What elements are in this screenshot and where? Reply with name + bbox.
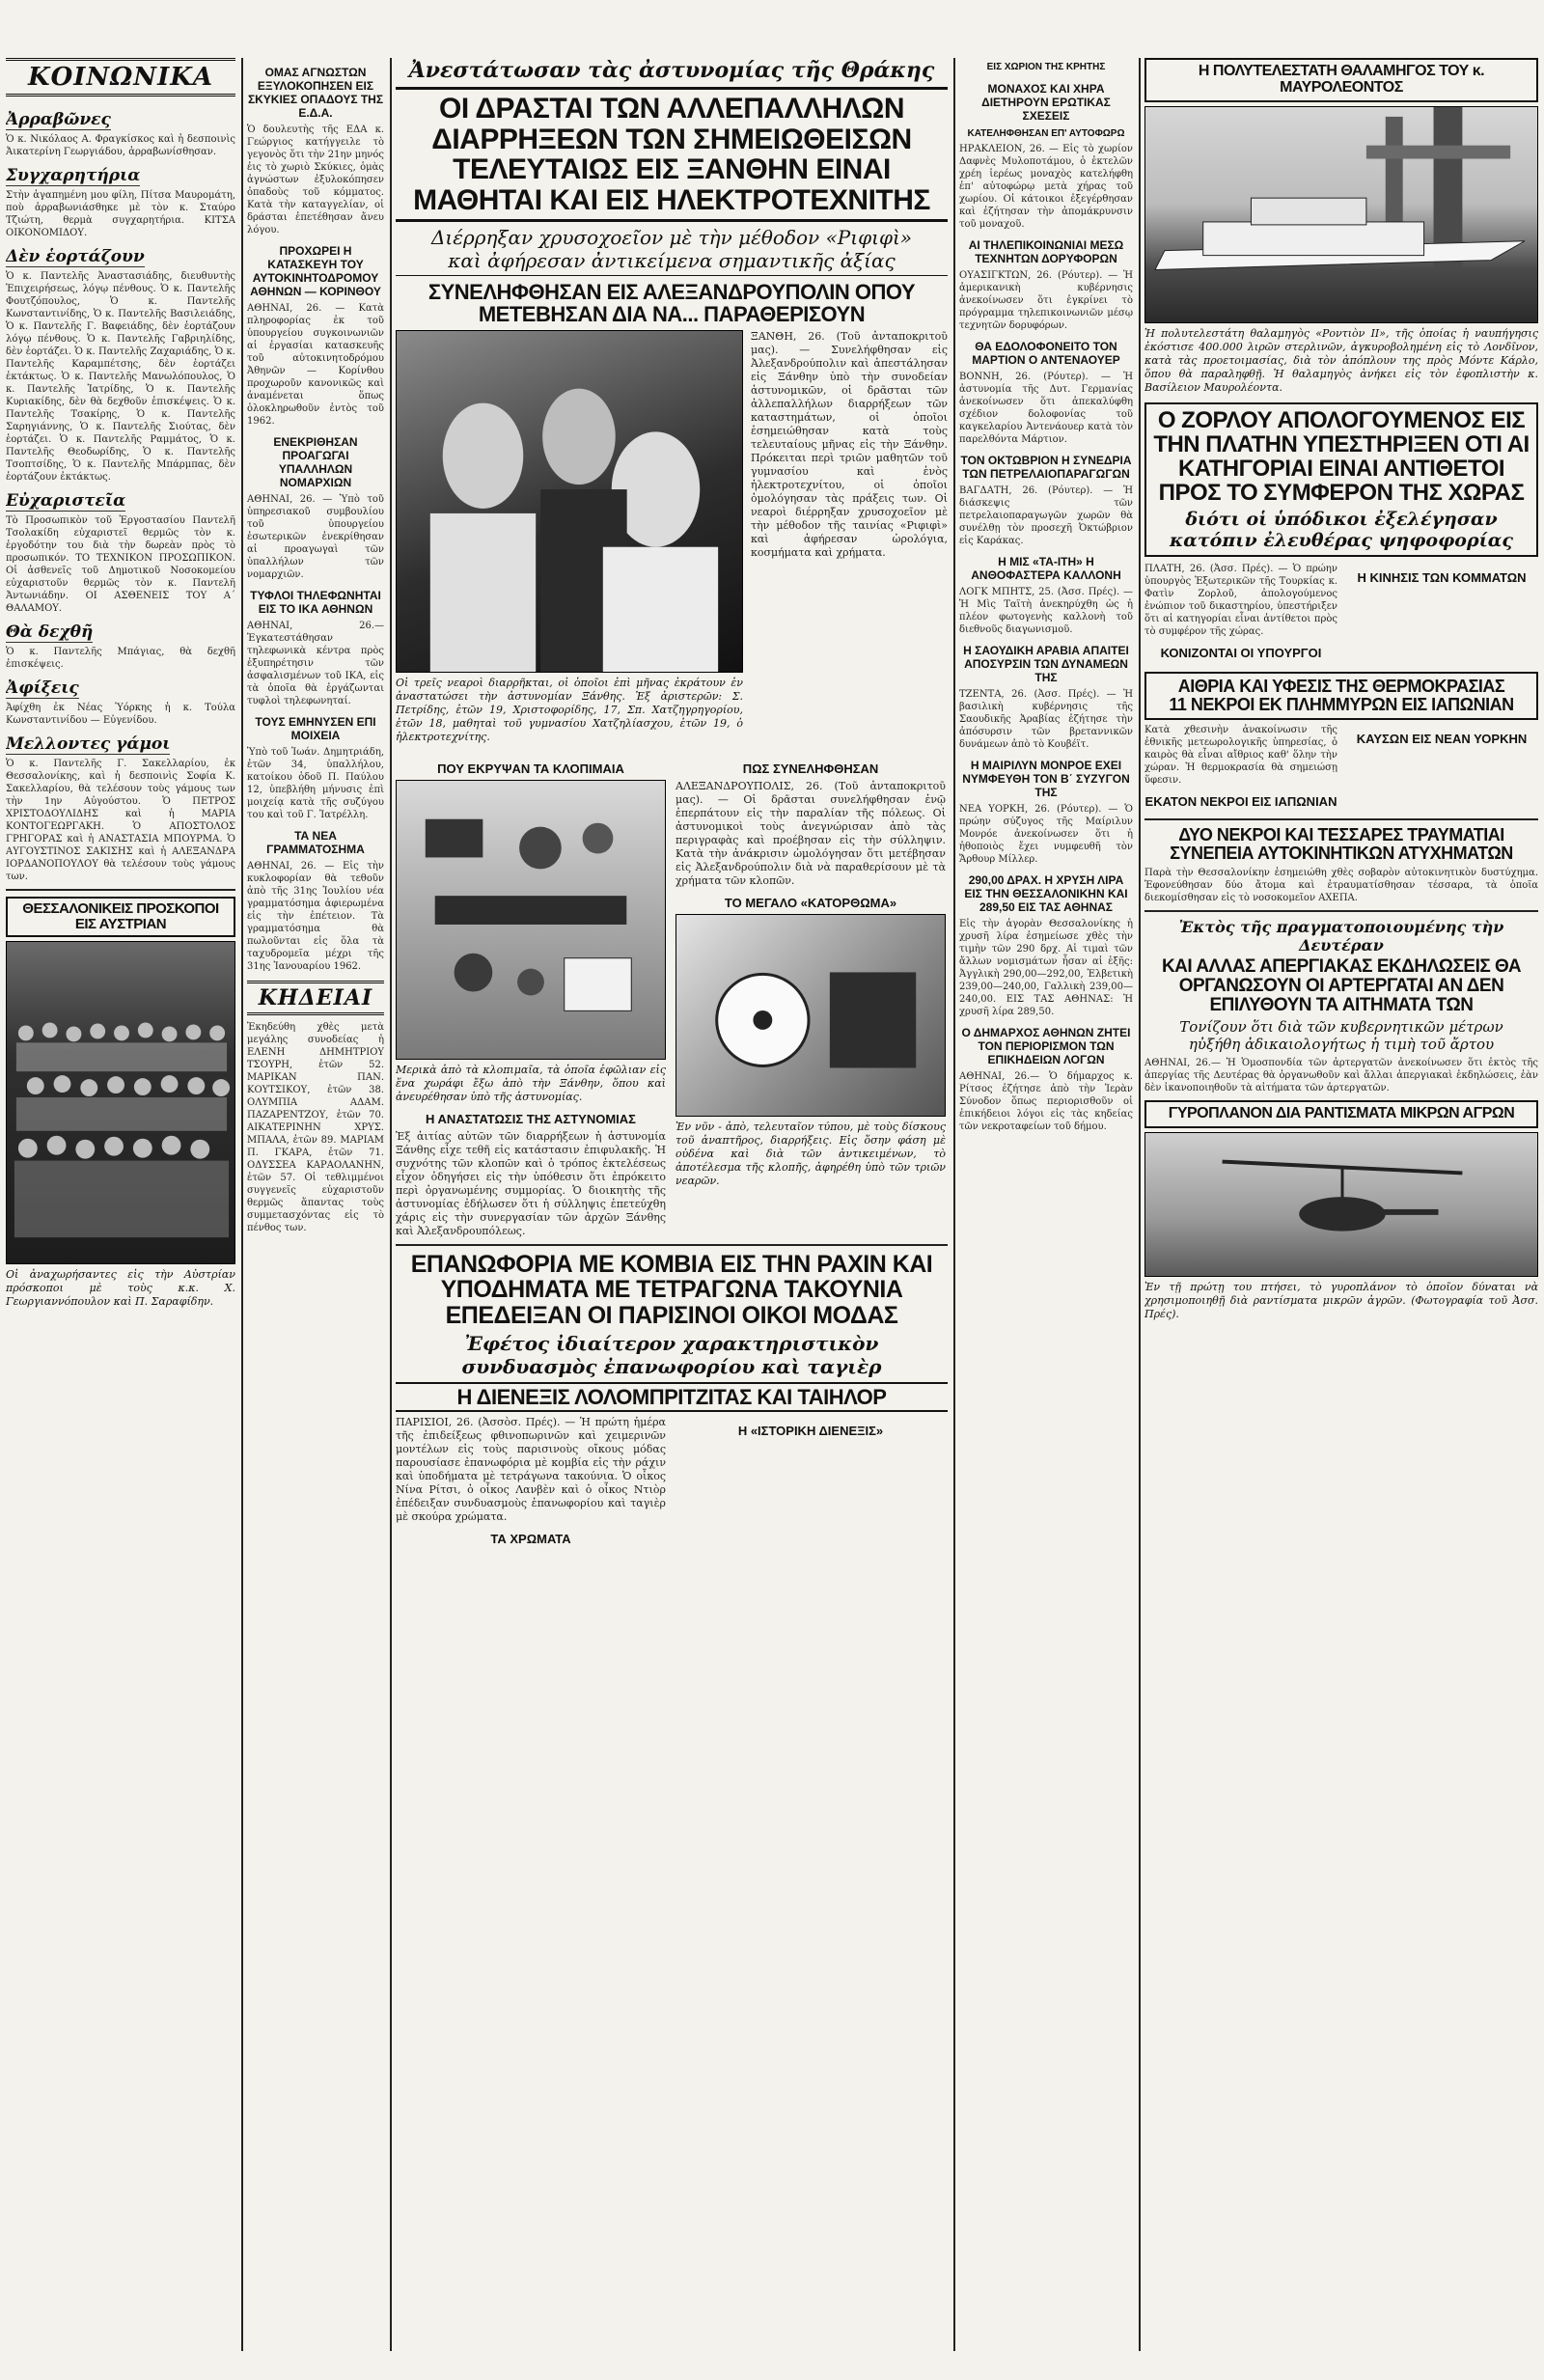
main-sub2: καὶ ἀφήρεσαν ἀντικείμενα σημαντικῆς ἀξίας — [396, 249, 948, 276]
weather-text: Κατὰ χθεσινὴν ἀνακοίνωσιν τῆς ἐθνικῆς μετεωρολογικῆς ὑπηρεσίας, ὁ καιρὸς θὰ εἶναι αἴθριος καθ' ὅλην τὴν χώραν. Ἡ θερμοκρασία θὰ σημειώσῃ ὕφεσιν. — [1144, 725, 1337, 787]
weather-box — [1144, 672, 1538, 720]
social-section-text: Ὁ κ. Παντελῆς Γ. Σακελλαρίου, ἐκ Θεσσαλονίκης, καὶ ἡ δεσποινὶς Σοφία Κ. Σακελλαρίου, θὰ τελέσουν τοὺς γάμους των τὴν 1ην Αὐγούστου. Ὁ ΠΕΤΡΟΣ ΧΡΙΣΤΟΔΟΥΛΙΔΗΣ καὶ ἡ ΜΑΡΙΑ ΚΟΝΤΟΓΕΩΡΓΑΚΗ. Ὁ ΑΠΟΣΤΟΛΟΣ ΓΡΗΓΟΡΑΣ καὶ ἡ ΑΝΑΣΤΑΣΙΑ ΜΠΟΥΡΜΑ. Ὁ ΑΥΓΟΥΣΤΙΝΟΣ ΣΑΚΙΣΗΣ καὶ ἡ ΑΛΕΞΑΝΔΡΑ ΙΟΡΔΑΝΟΠΟΥΛΟΥ θὰ τελέσουν τοὺς γάμους των. — [6, 759, 235, 882]
scouts-caption: Οἱ ἀναχωρήσαντες εἰς τὴν Αὐστρίαν πρόσκοποι μὲ τοὺς κ.κ. Χ. Γεωργιαννόπουλον καὶ Π. Σαραφίδην. — [6, 1267, 235, 1308]
news-text: ΟΥΑΣΙΓΚΤΩΝ, 26. (Ρόυτερ). — Ἡ ἀμερικανικὴ κυβέρνησις ἀνεκοίνωσεν ὅτι ἐγκρίνει τὸ πρόγραμμα τηλεπικοινωνιῶν μέσῳ τεχνητῶν δορυφόρων. — [959, 270, 1133, 331]
social-section-text: Ὁ κ. Παντελῆς Μπάγιας, θὰ δεχθῆ ἐπισκέψεις. — [6, 647, 235, 670]
news-headline: Η ΜΙΣ «ΤΑ-ΙΤΗ» Η ΑΝΘΟΦΑΣΤΕΡΑ ΚΑΛΛΟΝΗ — [971, 555, 1121, 582]
news-text: ΤΖΕΝΤΑ, 26. (Ἀσσ. Πρές). — Ἡ βασιλικὴ κυβέρνησις τῆς Σαουδικῆς Ἀραβίας ἐζήτησε τὴν ἀπόσυρσιν τῶν βρεταννικῶν δυνάμεων ἀπὸ τὸ Κουβέϊτ. — [959, 689, 1133, 750]
equipment-items — [676, 915, 945, 1116]
sub-ministers: ΚΟΝΙΖΟΝΤΑΙ ΟΙ ΥΠΟΥΡΓΟΙ — [1160, 646, 1322, 661]
main-bar-headline: ΣΥΝΕΛΗΦΘΗΣΑΝ ΕΙΣ ΑΛΕΞΑΝΔΡΟΥΠΟΛΙΝ ΟΠΟΥ ΜΕΤΕΒΗΣΑΝ ΔΙΑ ΝΑ... ΠΑΡΑΘΕΡΙΣΟΥΝ — [427, 280, 916, 327]
zorlu-text: ΠΛΑΤΗ, 26. (Ἀσσ. Πρές). — Ὁ πρώην ὑπουργὸς Ἐξωτερικῶν τῆς Τουρκίας κ. Φατὶν Ζορλοῦ, ἀπολογούμενος ἐνώπιον τοῦ δικαστηρίου, ὑπεστήριξεν ὅτι αἱ κατηγορίαι εἶναι ἀντίθετοι πρὸς τὸ συμφέρον τῆς χώρας. — [1144, 564, 1337, 638]
accident-text: Παρὰ τὴν Θεσσαλονίκην ἐσημειώθη χθὲς σοβαρὸν αὐτοκινητικὸν δυστύχημα. Ἐφονεύθησαν δύο ἄτομα καὶ ἐτραυματίσθησαν τέσσαρα, τὰ ὁποῖα διεκομίσθησαν εἰς τὸ νοσοκομεῖον ΑΧΕΠΑ. — [1144, 867, 1538, 903]
story-main-text: ΞΑΝΘΗ, 26. (Τοῦ ἀνταποκριτοῦ μας). — Συνελήφθησαν εἰς Ἀλεξανδρούπολιν καὶ ἀπεστάλησαν εἰς Ξάνθην ὑπὸ τὴν συνοδείαν ἀστυνομικῶν, οἱ δρᾶσται τῶν ἀλλεπαλλήλων διαρρήξεων τῶν καταστημάτων, οἱ ὁποῖοι ἐσημειώθησαν κατὰ τοὺς τελευταίους μῆνας εἰς τὴν Ξάνθην. Πρόκειται περὶ τριῶν μαθητῶν τοῦ γυμνασίου καὶ ἑνὸς ἠλεκτροτεχνίτου, οἱ ὁποῖοι ὁμολόγησαν τὰς πράξεις των. Οἱ νεαροὶ διέρρηξαν χρυσοχοεῖον μὲ τὴν μέθοδον τῆς ταινίας «Ριφιφὶ» καὶ ἀφήρεσαν ὡρολόγια, κοσμήματα καὶ χρήματα. — [751, 330, 948, 560]
story-police-text: Ἐξ ἀιτίας αὐτῶν τῶν διαρρήξεων ἡ ἀστυνομία Ξάνθης εἶχε τεθῆ εἰς κατάστασιν ἐπιφυλακῆς. Ἡ συχνότης τῶν κλοπῶν καὶ ὁ τρόπος ἐκτελέσεως εἶχον ὁδηγήσει εἰς τὴν ὑπόθεσιν ὅτι ἐπρόκειτο περὶ ὀργανωμένης συμμορίας. Ὁ διοικητὴς τῆς ἀστυνομίας ἐδήλωσεν ὅτι ἡ σύλληψις ἐπετεύχθη χάρις εἰς τὴν συνεργασίαν τῶν ἀρχῶν Ξάνθης καὶ Ἀλεξανδρουπόλεως. — [396, 1130, 666, 1238]
loot-items — [397, 781, 665, 1059]
strike-sub1: Τονίζουν ὅτι διὰ τῶν κυβερνητικῶν μέτρων — [1179, 1017, 1503, 1036]
news-headline: Η ΣΑΟΥΔΙΚΗ ΑΡΑΒΙΑ ΑΠΑΙΤΕΙ ΑΠΟΣΥΡΣΙΝ ΤΩΝ ΔΥΝΑΜΕΩΝ ΤΗΣ — [963, 644, 1129, 684]
news-kicker: ΕΙΣ ΧΩΡΙΟΝ ΤΗΣ ΚΡΗΤΗΣ — [986, 62, 1106, 72]
news-headline: ΘΑ ΕΔΟΛΟΦΟΝΕΙΤΟ ΤΟΝ ΜΑΡΤΙΟΝ Ο ΑΝΤΕΝΑΟΥΕΡ — [972, 340, 1120, 367]
fashion-sub2: συνδυασμὸς ἐπανωφορίου καὶ ταγιὲρ — [461, 1354, 882, 1378]
far-right-column — [1144, 58, 1538, 2351]
yacht-caption: Ἡ πολυτελεστάτη θαλαμηγὸς «Ροντιὸν ΙΙ», τῆς ὁποίας ἡ ναυπήγησις ἐκόστισε 400.000 λιρῶν στερλινῶν, ἀγκυροβολημένη εἰς τὸ Λονδῖνον, κατὰ τὰς προετοιμασίας, διὰ τὸν ἀπόπλουν της πρὸς Μόντε Κάρλο, ὅπου θὰ παραληφθῇ. Ἡ θαλαμηγὸς ἀνήκει εἰς τὸν ἐφοπλιστὴν κ. Βασίλειον Μαυρολέοντα. — [1144, 326, 1538, 394]
short-news-headline: ΟΜΑΣ ΑΓΝΩΣΤΩΝ ΕΞΥΛΟΚΟΠΗΣΕΝ ΕΙΣ ΣΚΥΚΙΕΣ ΟΠΑΔΟΥΣ ΤΗΣ Ε.Δ.Α. — [247, 66, 384, 120]
social-section-text: Ὁ κ. Παντελῆς Ἀναστασιάδης, διευθυντὴς Ἐπιχειρήσεως, λόγῳ πένθους. Ὁ κ. Παντελῆς Φουτζόπουλος, Ὁ κ. Παντελῆς Κωνσταντινίδης, Ὁ κ. Παντελῆς Βασιλειάδης, Ὁ κ. Παντελῆς Γ. Βαφειάδης, δὲν ἑορτάζουν λόγῳ πένθους. Ὁ κ. Παντελῆς Γαβριηλίδης, δὲν ἑορτάζει. Ὁ κ. Παντελῆς Ζαχαριάδης, Ὁ κ. Παντελῆς Καραμπέτσης, δὲν ἑορτάζει ἐκτάκτως. Ὁ κ. Παντελῆς Μανωλόπουλος, Ὁ κ. Παντελῆς Ἰατρίδης, Ὁ κ. Παντελῆς Κυριακίδης, δὲν θὰ δεχθοῦν ἐπισκέψεις. Ὁ κ. Παντελῆς Τσακίρης, Ὁ κ. Παντελῆς Σαρηγιάννης, Ὁ κ. Παντελῆς Σιούτας, δὲν ἑορτάζει. Ὁ κ. Παντελῆς Ραμμάτος, Ὁ κ. Παντελῆς Θεοδωρίδης, Ὁ κ. Παντελῆς Τσοπτσίδης, Ὁ κ. Παντελῆς Μπάρμπας, δὲν ἑορτάζουν ἐκτάκτως. — [6, 271, 235, 483]
suspects-photo — [396, 330, 743, 673]
right-news-list — [959, 60, 1133, 1133]
strike-kicker: Ἐκτὸς τῆς πραγματοποιουμένης τὴν Δευτέραν — [1178, 917, 1504, 955]
zorlu-headline: Ο ΖΟΡΛΟΥ ΑΠΟΛΟΓΟΥΜΕΝΟΣ ΕΙΣ ΤΗΝ ΠΛΑΤΗΝ ΥΠΕΣΤΗΡΙΞΕΝ ΟΤΙ ΑΙ ΚΑΤΗΓΟΡΙΑΙ ΕΙΝΑΙ ΑΝΤΙΘΕΤΟΙ ΠΡΟΣ ΤΟ ΣΥΜΦΕΡΟΝ ΤΗΣ ΧΩΡΑΣ — [1153, 406, 1530, 507]
social-section-title: Ἀφίξεις — [6, 678, 79, 698]
short-news-headline: ΤΟΥΣ ΕΜΗΝΥΣΕΝ ΕΠΙ ΜΟΙΧΕΙΑ — [255, 715, 376, 742]
suspects-caption: Οἱ τρεῖς νεαροὶ διαρρῆκται, οἱ ὁποῖοι ἐπὶ μῆνας ἐκράτουν ἐν ἀναστατώσει τὴν ἀστυνομίαν Ξάνθης. Ἐξ ἀριστερῶν: Σ. Πετρίδης, ἐτῶν 19, Χριστοφορίδης, 17, Σπ. Χατζηγρηγορίου, ἐτῶν 18, μαθηταὶ τοῦ γυμνασίου Χατζηλίασχου, ἐτῶν 19, ὁ ἠλεκτροτεχνίτης. — [396, 677, 743, 744]
sub-parties: Η ΚΙΝΗΣΙΣ ΤΩΝ ΚΟΜΜΑΤΩΝ — [1357, 570, 1527, 586]
social-column — [6, 58, 235, 2351]
short-news-text: ΑΘΗΝΑΙ, 26. — Εἰς τὴν κυκλοφορίαν θὰ τεθοῦν ἀπὸ τῆς 31ης Ἰουλίου νέα γραμματόσημα ἀφιερωμένα εἰς τὴν ἐπέτειον. Τὰ γραμματόσημα θὰ πωλοῦνται εἰς ὅλα τὰ ταχυδρομεῖα μέχρι τῆς 31ης Ἰανουαρίου 1962. — [247, 861, 384, 972]
news-headline: ΤΟΝ ΟΚΤΩΒΡΙΟΝ Η ΣΥΝΕΔΡΙΑ ΤΩΝ ΠΕΤΡΕΛΑΙΟΠΑΡΑΓΩΓΩΝ — [960, 454, 1132, 481]
accident-headline: ΔΥΟ ΝΕΚΡΟΙ ΚΑΙ ΤΕΣΣΑΡΕΣ ΤΡΑΥΜΑΤΙΑΙ ΣΥΝΕΠΕΙΑ ΑΥΤΟΚΙΝΗΤΙΚΩΝ ΑΤΥΧΗΜΑΤΩΝ — [1170, 825, 1513, 864]
short-news-text: ΑΘΗΝΑΙ, 26. — Κατὰ πληροφορίας ἐκ τοῦ ὑπουργείου συγκοινωνιῶν αἱ ἐργασίαι κατασκευῆς τοῦ αὐτοκινητοδρόμου Ἀθηνῶν — Κορίνθου προχωροῦν κανονικῶς καὶ ἀναμένεται ὅπως ὁλοκληρωθοῦν ἐντὸς τοῦ 1962. — [247, 303, 384, 427]
short-news-headline: ΠΡΟΧΩΡΕΙ Η ΚΑΤΑΣΚΕΥΗ ΤΟΥ ΑΥΤΟΚΙΝΗΤΟΔΡΟΜΟΥ ΑΘΗΝΩΝ — ΚΟΡΙΝΘΟΥ — [250, 244, 381, 298]
gyro-caption: Ἐν τῇ πρώτῃ του πτήσει, τὸ γυροπλάνον τὸ ὁποῖον δύναται νὰ χρησιμοποιηθῇ διὰ ραντίσματα μικρῶν ἀγρῶν. (Φωτογραφία τοῦ Ἀσσ. Πρές). — [1144, 1280, 1538, 1320]
column-rule — [1139, 58, 1141, 2351]
news-headline: ΜΟΝΑΧΟΣ ΚΑΙ ΧΗΡΑ ΔΙΕΤΗΡΟΥΝ ΕΡΩΤΙΚΑΣ ΣΧΕΣΕΙΣ — [981, 82, 1111, 123]
social-section-title: Ἀρραβῶνες — [6, 110, 111, 129]
news-text: ΗΡΑΚΛΕΙΟΝ, 26. — Εἰς τὸ χωρίον Δαφνὲς Μυλοποτάμου, ὁ ἐκτελῶν χρέη ἱερέως μοναχὸς κατελήφθη ἐπ' αὐτοφώρῳ μετὰ χήρας τοῦ χωρίου. Οἱ κάτοικοι ἐξεγέρθησαν καὶ ἐζήτησαν τὴν ἀπομάκρυνσιν τοῦ μοναχοῦ. — [959, 144, 1133, 230]
social-sections — [6, 102, 235, 883]
short-news-headline: ΕΝΕΚΡΙΘΗΣΑΝ ΠΡΟΑΓΩΓΑΙ ΥΠΑΛΛΗΛΩΝ ΝΟΜΑΡΧΙΩΝ — [273, 435, 358, 489]
news-text: ΒΟΝΝΗ, 26. (Ρόυτερ). — Ἡ ἀστυνομία τῆς Δυτ. Γερμανίας ἀνεκοίνωσεν ὅτι ἀπεκαλύφθη σχέδιον δολοφονίας τοῦ καγκελαρίου Ἀντενάουερ κατὰ τὸν παρελθόντα Μάρτιον. — [959, 372, 1133, 445]
divider — [6, 889, 235, 891]
column-rule — [390, 58, 392, 2351]
sub-feat: ΤΟ ΜΕΓΑΛΟ «ΚΑΤΟΡΘΩΜΑ» — [724, 896, 897, 911]
short-news-headline: ΤΥΦΛΟΙ ΤΗΛΕΦΩΝΗΤΑΙ ΕΙΣ ΤΟ ΙΚΑ ΑΘΗΝΩΝ — [250, 589, 381, 616]
yacht-headline: Η ΠΟΛΥΤΕΛΕΣΤΑΤΗ ΘΑΛΑΜΗΓΟΣ ΤΟΥ κ. ΜΑΥΡΟΛΕΟΝΤΟΣ — [1144, 58, 1538, 102]
flood-headline: 11 ΝΕΚΡΟΙ ΕΚ ΠΛΗΜΜΥΡΩΝ ΕΙΣ ΙΑΠΩΝΙΑΝ — [1169, 695, 1514, 715]
news-subheadline: ΚΑΤΕΛΗΦΘΗΣΑΝ ΕΠ' ΑΥΤΟΦΩΡΩ — [967, 128, 1125, 139]
news-headline: ΑΙ ΤΗΛΕΠΙΚΟΙΝΩΝΙΑΙ ΜΕΣΩ ΤΕΧΝΗΤΩΝ ΔΟΡΥΦΟΡΩΝ — [968, 238, 1124, 265]
fashion-sub1: Ἐφέτος ἰδιαίτερον χαρακτηριστικὸν — [464, 1331, 879, 1355]
zorlu-box — [1144, 402, 1538, 558]
heatwave-headline: ΚΑΥΣΩΝ ΕΙΣ ΝΕΑΝ ΥΟΡΚΗΝ — [1356, 732, 1528, 747]
news-text: ΑΘΗΝΑΙ, 26.— Ὁ δήμαρχος κ. Ρίτσος ἐζήτησε ἀπὸ τὴν Ἱερὰν Σύνοδον ὅπως περιορισθοῦν οἱ ἐπικήδειοι λόγοι εἰς τὰς κηδείας τῶν νεκροταφείων τοῦ δήμου. — [959, 1071, 1133, 1132]
social-section-text: Στὴν ἀγαπημένη μου φίλη, Πίτσα Μαυρομάτη, ποὺ ἀρραβωνιάσθηκε μὲ τὸν κ. Σταύρο Τζιώτη, θερμὰ συγχαρητήρια. ΚΙΤΣΑ ΟΙΚΟΝΟΜΙΔΟΥ. — [6, 190, 235, 238]
funerals-text: Ἐκηδεύθη χθὲς μετὰ μεγάλης συνοδείας ἡ ΕΛΕΝΗ ΔΗΜΗΤΡΙΟΥ ΤΣΟΥΡΗ, ἐτῶν 52. ΜΑΡΙΚΑΝ ΠΑΝ. ΚΟΥΤΣΙΚΟΥ, ἐτῶν 38. ΟΛΥΜΠΙΑ ΑΔΑΜ. ΠΑΖΑΡΕΝΤΖΟΥ, ἐτῶν 70. ΑΙΚΑΤΕΡΙΝΗΝ ΧΡΥΣ. ΜΠΑΛΑ, ἐτῶν 89. ΜΑΡΙΑΜ Π. ΓΚΑΡΑ, ἐτῶν 71. ΟΔΥΣΣΕΑ ΚΑΡΑΟΛΑΝΗΝ, ἐτῶν 57. Οἱ τεθλιμμένοι συγγενεῖς εὐχαριστοῦν θερμῶς ἅπαντας τοὺς συμμετασχόντας εἰς τὸ πένθος των. — [247, 1022, 384, 1233]
main-sub1: Διέρρηξαν χρυσοχοεῖον μὲ τὴν μέθοδον «Ριφιφὶ» — [430, 226, 913, 249]
equipment-caption: Ἐν νῦν - ἀπὸ, τελευταῖον τύπου, μὲ τοὺς δίσκους τοῦ ἀναπτῆρος, διαρρήξεις. Εἰς ὅσην φάση μὲ οὐδένα καὶ διὰ τῶν ἀντικειμένων, τὸ ἀποτέλεσμα τῆς κλοπῆς, ἀφηρέθη ὑπὸ τῶν τριῶν νεαρῶν. — [676, 1121, 946, 1188]
strike-sub2: ηὐξήθη ἀδικαιολογήτως ἡ τιμὴ τοῦ ἄρτου — [1188, 1035, 1495, 1053]
short-news-text: ΑΘΗΝΑΙ, 26. — Ὑπὸ τοῦ ὑπηρεσιακοῦ συμβουλίου τοῦ ὑπουργείου ἐσωτερικῶν ἐνεκρίθησαν αἱ προαγωγαὶ τῶν ὑπαλλήλων τῶν νομαρχιῶν. — [247, 494, 384, 580]
yacht-photo — [1144, 106, 1538, 323]
social-section-title: Δὲν ἑορτάζουν — [6, 247, 145, 266]
sub-police: Η ΑΝΑΣΤΑΤΩΣΙΣ ΤΗΣ ΑΣΤΥΝΟΜΙΑΣ — [426, 1112, 636, 1127]
sub-colors: ΤΑ ΧΡΩΜΑΤΑ — [490, 1532, 571, 1547]
strike-headline: ΚΑΙ ΑΛΛΑΣ ΑΠΕΡΓΙΑΚΑΣ ΕΚΔΗΛΩΣΕΙΣ ΘΑ ΟΡΓΑΝΩΣΟΥΝ ΟΙ ΑΡΤΕΡΓΑΤΑΙ ΑΝ ΔΕΝ ΕΠΙΛΥΘΟΥΝ ΤΑ ΑΙΤΗΜΑΤΑ ΤΩΝ — [1161, 955, 1522, 1015]
strike-text: ΑΘΗΝΑΙ, 26.— Ἡ Ὁμοσπονδία τῶν ἀρτεργατῶν ἀνεκοίνωσεν ὅτι ἐκτὸς τῆς ἀπεργίας τῆς Δευτέρας θὰ ὀργανωθοῦν καὶ ἄλλαι ἀπεργιακαὶ ἐκδηλώσεις, ἐὰν δὲν ἱκανοποιηθοῦν τὰ αἰτήματα τῶν ἀρτεργατῶν. — [1144, 1057, 1538, 1093]
main-story-area — [396, 58, 948, 2351]
social-section-title: Θὰ δεχθῆ — [6, 623, 94, 642]
short-news-headline: ΤΑ ΝΕΑ ΓΡΑΜΜΑΤΟΣΗΜΑ — [266, 829, 365, 856]
story-arrest-text: ΑΛΕΞΑΝΔΡΟΥΠΟΛΙΣ, 26. (Τοῦ ἀνταποκριτοῦ μας). — Οἱ δρᾶσται συνελήφθησαν ἐνῷ ἐπερπάτουν εἰς τὴν παραλίαν τῆς πόλεως. Οἱ ἀστυνομικοὶ τοὺς ἀνεγνώρισαν ἀπὸ τὰς περιγραφὰς καὶ προέβησαν εἰς τὴν σύλληψιν. Κατὰ τὴν ἀνάκρισιν ὡμολόγησαν ὅτι μετέβησαν εἰς Ἀλεξανδρούπολιν διὰ νὰ παραθερίσουν μὲ τὰ χρήματα τῶν κλοπῶν. — [676, 780, 946, 888]
social-section-text: Ὁ κ. Νικόλαος Α. Φραγκίσκος καὶ ἡ δεσποινὶς Ἀικατερίνη Γεωργιάδου, ἀρραβωνίσθησαν. — [6, 134, 235, 157]
news-column-right — [959, 58, 1133, 2351]
news-headline: 290,00 ΔΡΑΧ. Η ΧΡΥΣΗ ΛΙΡΑ ΕΙΣ ΤΗΝ ΘΕΣΣΑΛΟΝΙΚΗΝ ΚΑΙ 289,50 ΕΙΣ ΤΑΣ ΑΘΗΝΑΣ — [964, 873, 1128, 914]
divider — [1144, 818, 1538, 820]
short-news-list — [247, 66, 384, 973]
divider — [1144, 910, 1538, 912]
fashion-text: ΠΑΡΙΣΙΟΙ, 26. (Ἀσσὸσ. Πρές). — Ἡ πρώτη ἡμέρα τῆς ἐπιδείξεως φθινοπωρινῶν καὶ χειμερινῶν μοντέλων εἰς τοὺς παρισινοὺς οἴκους μόδας παρουσίασε ἐπανωφόρια μὲ κομβία εἰς τὴν ράχιν καὶ ὑποδήματα μὲ τετράγωνα τακούνια. Ὁ οἶκος Νίνα Ρίτσι, ὁ οἶκος Λανβὲν καὶ ὁ οἶκος Ντιὸρ ἐπέδειξαν συνδυασμοὺς ἐπανωφορίου καὶ ταγιὲρ μὲ σκούρα χρώματα. — [396, 1416, 666, 1524]
zorlu-sub2: κατόπιν ἐλευθέρας ψηφοφορίας — [1170, 530, 1513, 552]
loot-caption: Μερικὰ ἀπὸ τὰ κλοπιμαῖα, τὰ ὁποῖα ἐφῶλιαν εἰς ἕνα χωράφι ἔξω ἀπὸ τὴν Ξάνθην, ὅπου καὶ ἀνευρέθησαν ὑπὸ τῆς ἀστυνομίας. — [396, 1064, 666, 1104]
column-rule — [241, 58, 243, 2351]
news-headline: Ο ΔΗΜΑΡΧΟΣ ΑΘΗΝΩΝ ΖΗΤΕΙ ΤΟΝ ΠΕΡΙΟΡΙΣΜΟΝ ΤΩΝ ΕΠΙΚΗΔΕΙΩΝ ΛΟΓΩΝ — [961, 1026, 1131, 1066]
fashion-bar: Η ΔΙΕΝΕΞΙΣ ΛΟΛΟΜΠΡΙΤΖΙΤΑΣ ΚΑΙ ΤΑΙΗΛΟΡ — [396, 1382, 948, 1412]
social-section-text: Ἀφίχθη ἐκ Νέας Ὑόρκης ἡ κ. Τούλα Κωνσταντινίδου — Εὐγενίδου. — [6, 703, 235, 726]
short-news-text: Ὁ δουλευτὴς τῆς ΕΔΑ κ. Γεώργιος κατήγγειλε τὸ γεγονὸς ὅτι τὴν 21ην μηνός ἐις τὸ χωριὸ Σκύκιες, ὁμὰς ἀγνώστων ἐξυλοκόπησεν ὀπαδοὺς τοῦ κόμματος. Κατὰ τὴν καταγγελίαν, οἱ δράσται ἐπετέθησαν ἄνευ λόγου. — [247, 125, 384, 235]
funerals-logo: ΚΗΔΕΙΑΙ — [247, 981, 384, 1015]
gyroplane-shape — [1145, 1133, 1537, 1276]
divider — [396, 1244, 948, 1246]
news-text: ΒΑΓΔΑΤΗ, 26. (Ρόυτερ). — Ἡ διάσκεψις τῶν πετρελαιοπαραγωγῶν χωρῶν θὰ συνέλθῃ τὸν προσεχῆ Ὀκτώβριον εἰς Καράκας. — [959, 485, 1133, 546]
social-section-text: Τὸ Προσωπικὸν τοῦ Ἐργοστασίου Παντελῆ Τσολακίδη εὐχαριστεῖ θερμῶς τὸν κ. ἐργοδότην του διὰ τὴν δωρεὰν πρὸς τὸ προσωπικόν. ΤΟ ΤΕΧΝΙΚΟΝ ΠΡΟΣΩΠΙΚΟΝ. Οἱ ἀσθενεῖς τοῦ Δημοτικοῦ Νοσοκομείου εὐχαριστοῦν θερμῶς τὸν κ. Παντελῆ Ἀντωνιάδην. ΟΙ ΑΣΘΕΝΕΙΣ ΤΟΥ Α΄ ΘΑΛΑΜΟΥ. — [6, 515, 235, 614]
main-headline: ΟΙ ΔΡΑΣΤΑΙ ΤΩΝ ΑΛΛΕΠΑΛΛΗΛΩΝ ΔΙΑΡΡΗΞΕΩΝ ΤΩΝ ΣΗΜΕΙΩΘΕΙΣΩΝ ΤΕΛΕΥΤΑΙΩΣ ΕΙΣ ΞΑΝΘΗΝ ΕΙΝΑΙ ΜΑΘΗΤΑΙ ΚΑΙ ΕΙΣ ΗΛΕΚΤΡΟΤΕΧΝΙΤΗΣ — [396, 87, 948, 222]
equipment-photo — [676, 914, 946, 1117]
weather-headline: ΑΙΘΡΙΑ ΚΑΙ ΥΦΕΣΙΣ ΤΗΣ ΘΕΡΜΟΚΡΑΣΙΑΣ — [1177, 677, 1505, 697]
sub-dispute: Η «ΙΣΤΟΡΙΚΗ ΔΙΕΝΕΞΙΣ» — [737, 1424, 884, 1439]
gyro-headline: ΓΥΡΟΠΛΑΝΟΝ ΔΙΑ ΡΑΝΤΙΣΜΑΤΑ ΜΙΚΡΩΝ ΑΓΡΩΝ — [1144, 1100, 1538, 1128]
scouts-photo — [6, 941, 235, 1264]
news-text: Εἰς τὴν ἀγορὰν Θεσσαλονίκης ἡ χρυσῆ λίρα ἐσημείωσε χθὲς τὴν τιμὴν τῶν 290 δρχ. Αἱ τιμαὶ τῶν ἄλλων νομισμάτων ἦσαν αἱ ἑξῆς: Ἀγγλικὴ 290,00—292,00, Ἑλβετικὴ 239,00—240,00, Γαλλικὴ 239,00—240,00. ΕΙΣ ΤΑΣ ΑΘΗΝΑΣ: Ἡ χρυσῆ λίρα 289,50. — [959, 919, 1133, 1017]
news-text: ΛΟΓΚ ΜΠΗΤΣ, 25. (Ἀσσ. Πρές). — Ἡ Μὶς Ταϊτὴ ἀνεκηρύχθη ὡς ἡ πλέον φωτογενὴς καλλονὴ τοῦ διεθνοῦς διαγωνισμοῦ. — [959, 587, 1133, 635]
japan-headline: ΕΚΑΤΟΝ ΝΕΚΡΟΙ ΕΙΣ ΙΑΠΩΝΙΑΝ — [1144, 794, 1337, 810]
yacht-scene — [1145, 107, 1537, 322]
social-section-title: Εὐχαριστεῖα — [6, 491, 126, 511]
zorlu-sub1: διότι οἱ ὑπόδικοι ἐξελέγησαν — [1185, 509, 1498, 531]
social-section-title: Μελλοντες γάμοι — [6, 734, 171, 754]
news-headline: Η ΜΑΙΡΙΛΥΝ ΜΟΝΡΟΕ ΕΧΕΙ ΝΥΜΦΕΥΘΗ ΤΟΝ Β΄ ΣΥΖΥΓΟΝ ΤΗΣ — [962, 759, 1130, 799]
sub-arrest: ΠΩΣ ΣΥΝΕΛΗΦΘΗΣΑΝ — [742, 761, 879, 777]
loot-photo — [396, 780, 666, 1060]
short-news-text: Ὑπὸ τοῦ Ἰωάν. Δημητριάδη, ἐτῶν 34, ὑπαλλήλου, κατοίκου ὁδοῦ Π. Παύλου 12, ὑπεβλήθη μήνυσις ἐπὶ μοιχείᾳ κατὰ τῆς συζύγου του καὶ τοῦ Γ. Ἰατρέλλη. — [247, 747, 384, 820]
short-news-text: ΑΘΗΝΑΙ, 26.— Ἐγκατεστάθησαν τηλεφωνικὰ κέντρα πρὸς ἐξυπηρέτησιν τῶν ἀσφαλισμένων τοῦ ΙΚΑ, εἰς τὰ ὁποῖα θὰ ἐργάζωνται τυφλοὶ τηλεφωνηταί. — [247, 621, 384, 706]
main-kicker: Ἀνεστάτωσαν τὰς ἀστυνομίας τῆς Θράκης — [408, 58, 935, 83]
scouts-figures — [7, 942, 234, 1263]
social-section-title: Συγχαρητήρια — [6, 166, 141, 185]
scouts-headline: ΘΕΣΣΑΛΟΝΙΚΕΙΣ ΠΡΟΣΚΟΠΟΙ ΕΙΣ ΑΥΣΤΡΙΑΝ — [6, 897, 235, 937]
news-column-short — [247, 58, 384, 2351]
suspects-figures — [397, 331, 742, 672]
gyroplane-photo — [1144, 1132, 1538, 1277]
column-rule — [953, 58, 955, 2351]
sub-hidden-loot: ΠΟΥ ΕΚΡΥΨΑΝ ΤΑ ΚΛΟΠΙΜΑΙΑ — [437, 761, 624, 777]
social-logo: ΚΟΙΝΩΝΙΚΑ — [6, 58, 235, 97]
news-text: ΝΕΑ ΥΟΡΚΗ, 26. (Ρόυτερ). — Ὁ πρώην σύζυγος τῆς Μαίριλυν Μονρόε ἀνεκοίνωσεν ὅτι ἡ ἠθοποιὸς ἔχει νυμφευθῆ τὸν Ἄρθουρ Μίλλερ. — [959, 804, 1133, 865]
fashion-headline: ΕΠΑΝΩΦΟΡΙΑ ΜΕ ΚΟΜΒΙΑ ΕΙΣ ΤΗΝ ΡΑΧΙΝ ΚΑΙ ΥΠΟΔΗΜΑΤΑ ΜΕ ΤΕΤΡΑΓΩΝΑ ΤΑΚΟΥΝΙΑ ΕΠΕΔΕΙΞΑΝ ΟΙ ΠΑΡΙΣΙΝΟΙ ΟΙΚΟΙ ΜΟΔΑΣ — [410, 1251, 933, 1329]
